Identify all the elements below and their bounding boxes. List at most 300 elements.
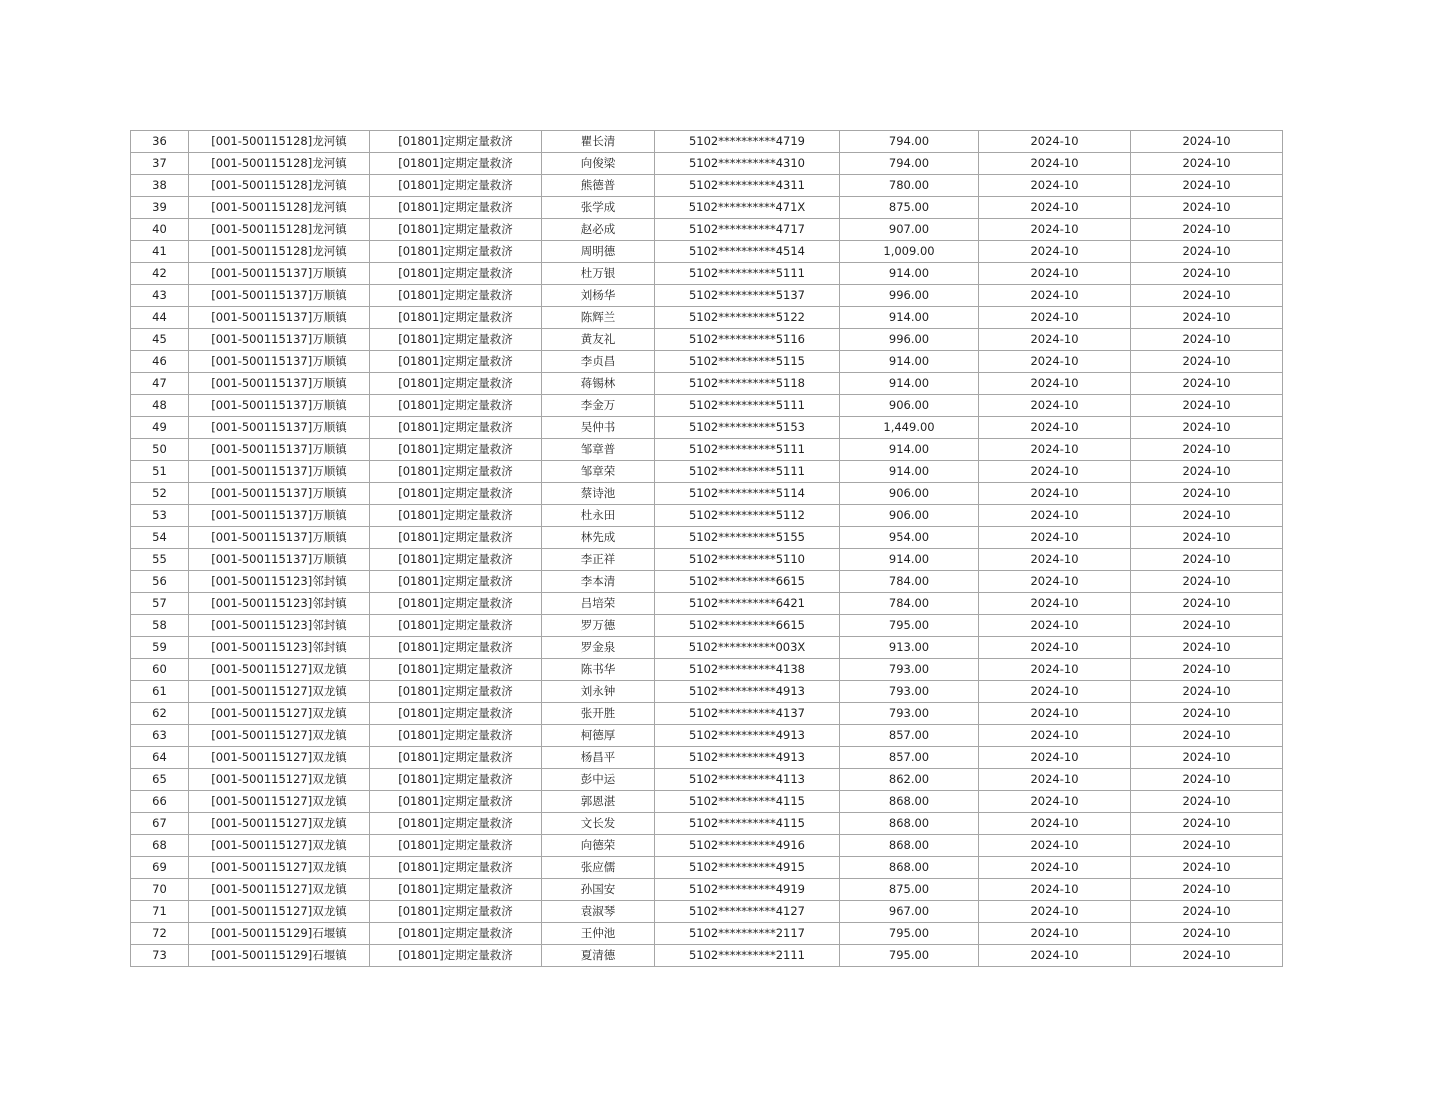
relief-type-cell: [01801]定期定量救济 — [370, 791, 542, 813]
township-cell: [001-500115128]龙河镇 — [189, 153, 370, 175]
id-number-cell: 5102**********5110 — [655, 549, 840, 571]
end-month-cell: 2024-10 — [1131, 725, 1283, 747]
id-number-cell: 5102**********4916 — [655, 835, 840, 857]
table-row — [131, 637, 1283, 659]
end-month-cell: 2024-10 — [1131, 175, 1283, 197]
id-number-cell: 5102**********4138 — [655, 659, 840, 681]
amount-cell: 868.00 — [840, 835, 979, 857]
row-number-cell: 49 — [131, 417, 189, 439]
start-month-cell: 2024-10 — [979, 769, 1131, 791]
amount-cell: 868.00 — [840, 857, 979, 879]
recipient-name-cell: 文长发 — [542, 813, 655, 835]
recipient-name-cell: 李正祥 — [542, 549, 655, 571]
recipient-name-cell: 向德荣 — [542, 835, 655, 857]
id-number-cell: 5102**********2111 — [655, 945, 840, 967]
end-month-cell: 2024-10 — [1131, 329, 1283, 351]
id-number-cell: 5102**********5114 — [655, 483, 840, 505]
id-number-cell: 5102**********4115 — [655, 791, 840, 813]
id-number-cell: 5102**********6421 — [655, 593, 840, 615]
end-month-cell: 2024-10 — [1131, 461, 1283, 483]
amount-cell: 784.00 — [840, 571, 979, 593]
township-cell: [001-500115128]龙河镇 — [189, 219, 370, 241]
township-cell: [001-500115129]石堰镇 — [189, 923, 370, 945]
amount-cell: 954.00 — [840, 527, 979, 549]
end-month-cell: 2024-10 — [1131, 285, 1283, 307]
table-row — [131, 549, 1283, 571]
table-row — [131, 285, 1283, 307]
recipient-name-cell: 罗万德 — [542, 615, 655, 637]
end-month-cell: 2024-10 — [1131, 483, 1283, 505]
table-row — [131, 461, 1283, 483]
start-month-cell: 2024-10 — [979, 659, 1131, 681]
id-number-cell: 5102**********6615 — [655, 615, 840, 637]
township-cell: [001-500115137]万顺镇 — [189, 307, 370, 329]
relief-type-cell: [01801]定期定量救济 — [370, 329, 542, 351]
amount-cell: 862.00 — [840, 769, 979, 791]
start-month-cell: 2024-10 — [979, 461, 1131, 483]
start-month-cell: 2024-10 — [979, 549, 1131, 571]
recipient-name-cell: 李金万 — [542, 395, 655, 417]
township-cell: [001-500115137]万顺镇 — [189, 351, 370, 373]
end-month-cell: 2024-10 — [1131, 351, 1283, 373]
end-month-cell: 2024-10 — [1131, 659, 1283, 681]
id-number-cell: 5102**********5112 — [655, 505, 840, 527]
relief-type-cell: [01801]定期定量救济 — [370, 285, 542, 307]
end-month-cell: 2024-10 — [1131, 439, 1283, 461]
row-number-cell: 45 — [131, 329, 189, 351]
start-month-cell: 2024-10 — [979, 681, 1131, 703]
id-number-cell: 5102**********4919 — [655, 879, 840, 901]
id-number-cell: 5102**********5116 — [655, 329, 840, 351]
relief-type-cell: [01801]定期定量救济 — [370, 637, 542, 659]
relief-type-cell: [01801]定期定量救济 — [370, 373, 542, 395]
township-cell: [001-500115128]龙河镇 — [189, 241, 370, 263]
table-row — [131, 307, 1283, 329]
end-month-cell: 2024-10 — [1131, 791, 1283, 813]
table-row — [131, 131, 1283, 153]
end-month-cell: 2024-10 — [1131, 769, 1283, 791]
id-number-cell: 5102**********003X — [655, 637, 840, 659]
amount-cell: 913.00 — [840, 637, 979, 659]
township-cell: [001-500115128]龙河镇 — [189, 197, 370, 219]
relief-type-cell: [01801]定期定量救济 — [370, 241, 542, 263]
row-number-cell: 72 — [131, 923, 189, 945]
row-number-cell: 64 — [131, 747, 189, 769]
recipient-name-cell: 杜永田 — [542, 505, 655, 527]
recipient-name-cell: 柯德厚 — [542, 725, 655, 747]
row-number-cell: 38 — [131, 175, 189, 197]
amount-cell: 996.00 — [840, 329, 979, 351]
end-month-cell: 2024-10 — [1131, 549, 1283, 571]
relief-type-cell: [01801]定期定量救济 — [370, 153, 542, 175]
id-number-cell: 5102**********4137 — [655, 703, 840, 725]
township-cell: [001-500115137]万顺镇 — [189, 329, 370, 351]
recipient-name-cell: 邹章普 — [542, 439, 655, 461]
relief-type-cell: [01801]定期定量救济 — [370, 197, 542, 219]
row-number-cell: 55 — [131, 549, 189, 571]
table-row — [131, 659, 1283, 681]
id-number-cell: 5102**********4115 — [655, 813, 840, 835]
id-number-cell: 5102**********4310 — [655, 153, 840, 175]
row-number-cell: 58 — [131, 615, 189, 637]
row-number-cell: 67 — [131, 813, 189, 835]
amount-cell: 795.00 — [840, 615, 979, 637]
recipient-name-cell: 赵必成 — [542, 219, 655, 241]
table-row — [131, 153, 1283, 175]
township-cell: [001-500115127]双龙镇 — [189, 725, 370, 747]
amount-cell: 857.00 — [840, 725, 979, 747]
amount-cell: 914.00 — [840, 263, 979, 285]
township-cell: [001-500115127]双龙镇 — [189, 835, 370, 857]
township-cell: [001-500115129]石堰镇 — [189, 945, 370, 967]
township-cell: [001-500115137]万顺镇 — [189, 395, 370, 417]
end-month-cell: 2024-10 — [1131, 571, 1283, 593]
table-row — [131, 813, 1283, 835]
relief-type-cell: [01801]定期定量救济 — [370, 725, 542, 747]
amount-cell: 780.00 — [840, 175, 979, 197]
township-cell: [001-500115137]万顺镇 — [189, 417, 370, 439]
row-number-cell: 61 — [131, 681, 189, 703]
end-month-cell: 2024-10 — [1131, 131, 1283, 153]
row-number-cell: 44 — [131, 307, 189, 329]
id-number-cell: 5102**********4913 — [655, 725, 840, 747]
amount-cell: 907.00 — [840, 219, 979, 241]
table-row — [131, 197, 1283, 219]
amount-cell: 906.00 — [840, 395, 979, 417]
amount-cell: 1,009.00 — [840, 241, 979, 263]
start-month-cell: 2024-10 — [979, 241, 1131, 263]
end-month-cell: 2024-10 — [1131, 923, 1283, 945]
amount-cell: 996.00 — [840, 285, 979, 307]
start-month-cell: 2024-10 — [979, 329, 1131, 351]
end-month-cell: 2024-10 — [1131, 901, 1283, 923]
row-number-cell: 70 — [131, 879, 189, 901]
end-month-cell: 2024-10 — [1131, 241, 1283, 263]
township-cell: [001-500115128]龙河镇 — [189, 175, 370, 197]
amount-cell: 914.00 — [840, 307, 979, 329]
relief-type-cell: [01801]定期定量救济 — [370, 659, 542, 681]
recipient-name-cell: 瞿长清 — [542, 131, 655, 153]
township-cell: [001-500115137]万顺镇 — [189, 263, 370, 285]
recipient-name-cell: 陈书华 — [542, 659, 655, 681]
recipient-name-cell: 邹章荣 — [542, 461, 655, 483]
recipient-name-cell: 陈辉兰 — [542, 307, 655, 329]
row-number-cell: 62 — [131, 703, 189, 725]
amount-cell: 868.00 — [840, 791, 979, 813]
end-month-cell: 2024-10 — [1131, 615, 1283, 637]
recipient-name-cell: 夏清德 — [542, 945, 655, 967]
recipient-name-cell: 李贞昌 — [542, 351, 655, 373]
table-row — [131, 791, 1283, 813]
start-month-cell: 2024-10 — [979, 351, 1131, 373]
row-number-cell: 42 — [131, 263, 189, 285]
amount-cell: 793.00 — [840, 681, 979, 703]
relief-type-cell: [01801]定期定量救济 — [370, 571, 542, 593]
end-month-cell: 2024-10 — [1131, 681, 1283, 703]
table-row — [131, 175, 1283, 197]
id-number-cell: 5102**********471X — [655, 197, 840, 219]
township-cell: [001-500115128]龙河镇 — [189, 131, 370, 153]
amount-cell: 793.00 — [840, 659, 979, 681]
start-month-cell: 2024-10 — [979, 439, 1131, 461]
amount-cell: 794.00 — [840, 131, 979, 153]
end-month-cell: 2024-10 — [1131, 373, 1283, 395]
table-row — [131, 615, 1283, 637]
township-cell: [001-500115123]邻封镇 — [189, 571, 370, 593]
id-number-cell: 5102**********4127 — [655, 901, 840, 923]
relief-type-cell: [01801]定期定量救济 — [370, 439, 542, 461]
row-number-cell: 48 — [131, 395, 189, 417]
start-month-cell: 2024-10 — [979, 131, 1131, 153]
start-month-cell: 2024-10 — [979, 615, 1131, 637]
relief-type-cell: [01801]定期定量救济 — [370, 945, 542, 967]
recipient-name-cell: 杜万银 — [542, 263, 655, 285]
table-row — [131, 439, 1283, 461]
table-row — [131, 703, 1283, 725]
start-month-cell: 2024-10 — [979, 417, 1131, 439]
row-number-cell: 43 — [131, 285, 189, 307]
id-number-cell: 5102**********4113 — [655, 769, 840, 791]
row-number-cell: 40 — [131, 219, 189, 241]
amount-cell: 914.00 — [840, 439, 979, 461]
table-row — [131, 527, 1283, 549]
amount-cell: 914.00 — [840, 461, 979, 483]
table-row — [131, 241, 1283, 263]
row-number-cell: 47 — [131, 373, 189, 395]
amount-cell: 868.00 — [840, 813, 979, 835]
id-number-cell: 5102**********5111 — [655, 439, 840, 461]
recipient-name-cell: 刘永钟 — [542, 681, 655, 703]
recipient-name-cell: 吕培荣 — [542, 593, 655, 615]
table-row — [131, 879, 1283, 901]
relief-type-cell: [01801]定期定量救济 — [370, 527, 542, 549]
start-month-cell: 2024-10 — [979, 153, 1131, 175]
table-row — [131, 945, 1283, 967]
row-number-cell: 66 — [131, 791, 189, 813]
recipient-name-cell: 林先成 — [542, 527, 655, 549]
id-number-cell: 5102**********4719 — [655, 131, 840, 153]
start-month-cell: 2024-10 — [979, 901, 1131, 923]
end-month-cell: 2024-10 — [1131, 813, 1283, 835]
row-number-cell: 52 — [131, 483, 189, 505]
end-month-cell: 2024-10 — [1131, 153, 1283, 175]
amount-cell: 967.00 — [840, 901, 979, 923]
table-row — [131, 857, 1283, 879]
end-month-cell: 2024-10 — [1131, 527, 1283, 549]
row-number-cell: 59 — [131, 637, 189, 659]
row-number-cell: 50 — [131, 439, 189, 461]
amount-cell: 795.00 — [840, 945, 979, 967]
start-month-cell: 2024-10 — [979, 219, 1131, 241]
relief-type-cell: [01801]定期定量救济 — [370, 505, 542, 527]
table-row — [131, 263, 1283, 285]
row-number-cell: 60 — [131, 659, 189, 681]
start-month-cell: 2024-10 — [979, 945, 1131, 967]
start-month-cell: 2024-10 — [979, 923, 1131, 945]
amount-cell: 914.00 — [840, 351, 979, 373]
id-number-cell: 5102**********4311 — [655, 175, 840, 197]
amount-cell: 1,449.00 — [840, 417, 979, 439]
end-month-cell: 2024-10 — [1131, 857, 1283, 879]
id-number-cell: 5102**********5122 — [655, 307, 840, 329]
amount-cell: 875.00 — [840, 879, 979, 901]
start-month-cell: 2024-10 — [979, 483, 1131, 505]
relief-type-cell: [01801]定期定量救济 — [370, 219, 542, 241]
start-month-cell: 2024-10 — [979, 857, 1131, 879]
relief-type-cell: [01801]定期定量救济 — [370, 417, 542, 439]
id-number-cell: 5102**********4915 — [655, 857, 840, 879]
table-row — [131, 747, 1283, 769]
id-number-cell: 5102**********6615 — [655, 571, 840, 593]
end-month-cell: 2024-10 — [1131, 945, 1283, 967]
recipient-name-cell: 周明德 — [542, 241, 655, 263]
relief-type-cell: [01801]定期定量救济 — [370, 747, 542, 769]
table-row — [131, 505, 1283, 527]
end-month-cell: 2024-10 — [1131, 505, 1283, 527]
id-number-cell: 5102**********2117 — [655, 923, 840, 945]
start-month-cell: 2024-10 — [979, 813, 1131, 835]
relief-type-cell: [01801]定期定量救济 — [370, 923, 542, 945]
start-month-cell: 2024-10 — [979, 747, 1131, 769]
start-month-cell: 2024-10 — [979, 725, 1131, 747]
relief-type-cell: [01801]定期定量救济 — [370, 549, 542, 571]
id-number-cell: 5102**********5115 — [655, 351, 840, 373]
recipient-name-cell: 蔡诗池 — [542, 483, 655, 505]
recipient-name-cell: 吴仲书 — [542, 417, 655, 439]
township-cell: [001-500115137]万顺镇 — [189, 439, 370, 461]
recipient-name-cell: 郭恩湛 — [542, 791, 655, 813]
row-number-cell: 46 — [131, 351, 189, 373]
row-number-cell: 71 — [131, 901, 189, 923]
township-cell: [001-500115127]双龙镇 — [189, 813, 370, 835]
start-month-cell: 2024-10 — [979, 263, 1131, 285]
id-number-cell: 5102**********5118 — [655, 373, 840, 395]
recipient-name-cell: 张学成 — [542, 197, 655, 219]
relief-type-cell: [01801]定期定量救济 — [370, 351, 542, 373]
township-cell: [001-500115127]双龙镇 — [189, 879, 370, 901]
start-month-cell: 2024-10 — [979, 791, 1131, 813]
row-number-cell: 54 — [131, 527, 189, 549]
recipient-name-cell: 张应儒 — [542, 857, 655, 879]
township-cell: [001-500115123]邻封镇 — [189, 637, 370, 659]
id-number-cell: 5102**********4514 — [655, 241, 840, 263]
relief-type-cell: [01801]定期定量救济 — [370, 131, 542, 153]
table-row — [131, 483, 1283, 505]
start-month-cell: 2024-10 — [979, 703, 1131, 725]
end-month-cell: 2024-10 — [1131, 835, 1283, 857]
id-number-cell: 5102**********4717 — [655, 219, 840, 241]
amount-cell: 906.00 — [840, 483, 979, 505]
row-number-cell: 65 — [131, 769, 189, 791]
relief-type-cell: [01801]定期定量救济 — [370, 615, 542, 637]
row-number-cell: 51 — [131, 461, 189, 483]
row-number-cell: 39 — [131, 197, 189, 219]
township-cell: [001-500115127]双龙镇 — [189, 901, 370, 923]
row-number-cell: 69 — [131, 857, 189, 879]
id-number-cell: 5102**********4913 — [655, 681, 840, 703]
recipient-name-cell: 杨昌平 — [542, 747, 655, 769]
recipient-name-cell: 蒋锡林 — [542, 373, 655, 395]
id-number-cell: 5102**********5155 — [655, 527, 840, 549]
start-month-cell: 2024-10 — [979, 373, 1131, 395]
township-cell: [001-500115137]万顺镇 — [189, 461, 370, 483]
recipient-name-cell: 袁淑琴 — [542, 901, 655, 923]
amount-cell: 914.00 — [840, 373, 979, 395]
start-month-cell: 2024-10 — [979, 637, 1131, 659]
relief-roster-table — [130, 130, 1283, 967]
township-cell: [001-500115127]双龙镇 — [189, 857, 370, 879]
township-cell: [001-500115137]万顺镇 — [189, 483, 370, 505]
table-row — [131, 835, 1283, 857]
township-cell: [001-500115123]邻封镇 — [189, 593, 370, 615]
township-cell: [001-500115137]万顺镇 — [189, 285, 370, 307]
table-row — [131, 681, 1283, 703]
table-row — [131, 571, 1283, 593]
table-row — [131, 901, 1283, 923]
relief-type-cell: [01801]定期定量救济 — [370, 263, 542, 285]
id-number-cell: 5102**********5153 — [655, 417, 840, 439]
recipient-name-cell: 王仲池 — [542, 923, 655, 945]
table-row — [131, 769, 1283, 791]
table-row — [131, 219, 1283, 241]
relief-type-cell: [01801]定期定量救济 — [370, 703, 542, 725]
id-number-cell: 5102**********5111 — [655, 263, 840, 285]
table-row — [131, 593, 1283, 615]
row-number-cell: 73 — [131, 945, 189, 967]
end-month-cell: 2024-10 — [1131, 307, 1283, 329]
amount-cell: 914.00 — [840, 549, 979, 571]
relief-type-cell: [01801]定期定量救济 — [370, 307, 542, 329]
end-month-cell: 2024-10 — [1131, 219, 1283, 241]
table-row — [131, 417, 1283, 439]
row-number-cell: 63 — [131, 725, 189, 747]
start-month-cell: 2024-10 — [979, 527, 1131, 549]
table-row — [131, 725, 1283, 747]
row-number-cell: 56 — [131, 571, 189, 593]
start-month-cell: 2024-10 — [979, 505, 1131, 527]
township-cell: [001-500115127]双龙镇 — [189, 747, 370, 769]
end-month-cell: 2024-10 — [1131, 879, 1283, 901]
township-cell: [001-500115127]双龙镇 — [189, 791, 370, 813]
id-number-cell: 5102**********5111 — [655, 395, 840, 417]
end-month-cell: 2024-10 — [1131, 263, 1283, 285]
relief-type-cell: [01801]定期定量救济 — [370, 769, 542, 791]
amount-cell: 793.00 — [840, 703, 979, 725]
recipient-name-cell: 彭中运 — [542, 769, 655, 791]
relief-type-cell: [01801]定期定量救济 — [370, 593, 542, 615]
township-cell: [001-500115123]邻封镇 — [189, 615, 370, 637]
table-row — [131, 329, 1283, 351]
recipient-name-cell: 向俊梁 — [542, 153, 655, 175]
row-number-cell: 41 — [131, 241, 189, 263]
relief-type-cell: [01801]定期定量救济 — [370, 483, 542, 505]
amount-cell: 794.00 — [840, 153, 979, 175]
recipient-name-cell: 李本清 — [542, 571, 655, 593]
end-month-cell: 2024-10 — [1131, 703, 1283, 725]
township-cell: [001-500115137]万顺镇 — [189, 373, 370, 395]
start-month-cell: 2024-10 — [979, 593, 1131, 615]
recipient-name-cell: 刘杨华 — [542, 285, 655, 307]
table-row — [131, 351, 1283, 373]
start-month-cell: 2024-10 — [979, 307, 1131, 329]
relief-type-cell: [01801]定期定量救济 — [370, 175, 542, 197]
table-row — [131, 923, 1283, 945]
recipient-name-cell: 罗金泉 — [542, 637, 655, 659]
recipient-name-cell: 熊德普 — [542, 175, 655, 197]
relief-type-cell: [01801]定期定量救济 — [370, 681, 542, 703]
relief-type-cell: [01801]定期定量救济 — [370, 901, 542, 923]
relief-type-cell: [01801]定期定量救济 — [370, 813, 542, 835]
